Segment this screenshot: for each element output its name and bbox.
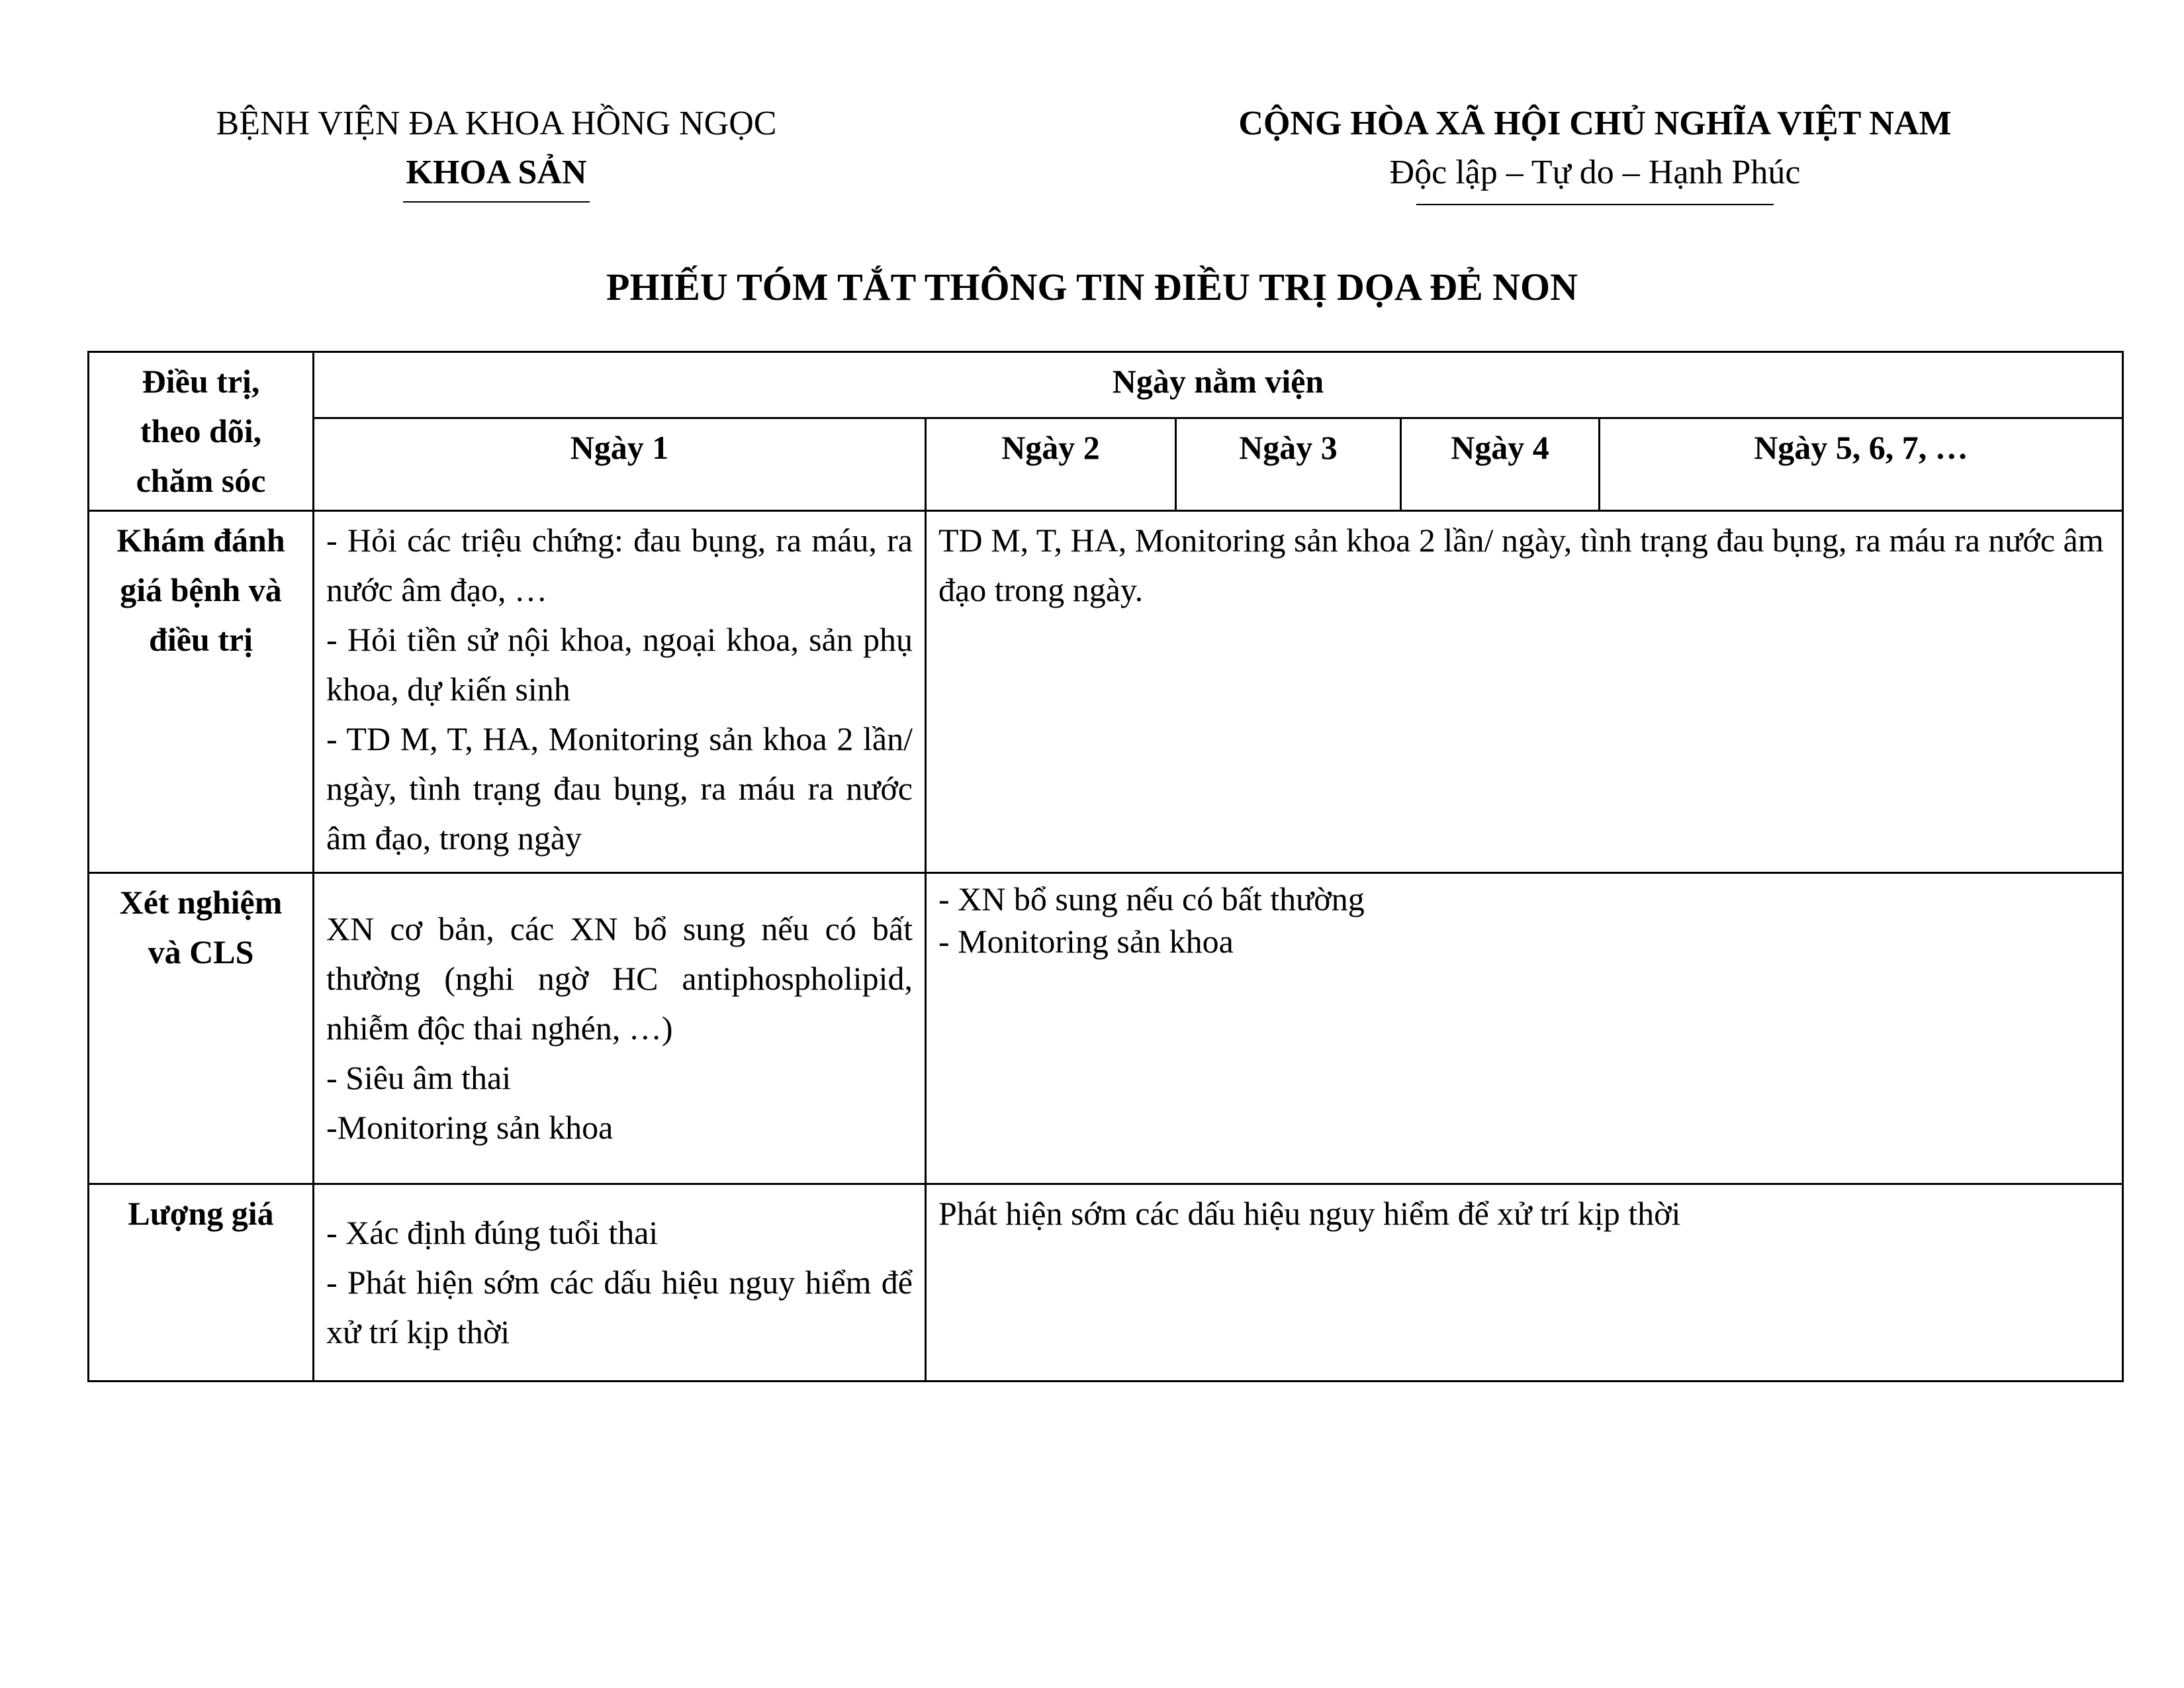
header-left bbox=[132, 99, 860, 203]
day-1-header: Ngày 1 bbox=[314, 418, 926, 511]
national-motto: Độc lập – Tự do – Hạnh Phúc bbox=[1389, 154, 1801, 191]
evaluation-day-1-cell: - Xác định đúng tuổi thai - Phát hiện sớm các dấu hiệu nguy hiểm để xử trí kịp thời bbox=[314, 1184, 926, 1382]
table-row bbox=[89, 873, 2123, 1184]
day-4-header: Ngày 4 bbox=[1401, 418, 1600, 511]
department-name: KHOA SẢN bbox=[403, 148, 589, 203]
day-3-header: Ngày 3 bbox=[1176, 418, 1401, 511]
hospital-name: BỆNH VIỆN ĐA KHOA HỒNG NGỌC bbox=[216, 105, 777, 142]
hospital-days-header: Ngày nằm viện bbox=[314, 352, 2123, 418]
tests-day-1-cell: XN cơ bản, các XN bổ sung nếu có bất thường (nghi ngờ HC antiphospholipid, nhiễm độc thai nghén, …) - Siêu âm thai -Monitoring sản khoa bbox=[314, 873, 926, 1184]
evaluation-later-days-cell: Phát hiện sớm các dấu hiệu nguy hiểm để xử trí kịp thời bbox=[926, 1184, 2123, 1382]
tests-later-days-cell: - XN bổ sung nếu có bất thường - Monitoring sản khoa bbox=[926, 873, 2123, 1184]
exam-day-1-cell: - Hỏi các triệu chứng: đau bụng, ra máu, ra nước âm đạo, … - Hỏi tiền sử nội khoa, ngoại khoa, sản phụ khoa, dự kiến sinh - TD M, T, HA, Monitoring sản khoa 2 lần/ ngày, tình trạng đau bụng, ra máu ra nước âm đạo, trong ngày bbox=[314, 511, 926, 873]
document-title: PHIẾU TÓM TẮT THÔNG TIN ĐIỀU TRỊ DỌA ĐẺ NON bbox=[606, 265, 1578, 308]
exam-later-days-cell: TD M, T, HA, Monitoring sản khoa 2 lần/ ngày, tình trạng đau bụng, ra máu ra nước âm đạo trong ngày. bbox=[926, 511, 2123, 873]
row-label-tests: Xét nghiệm và CLS bbox=[89, 873, 314, 1184]
treatment-summary-table bbox=[87, 351, 2124, 1382]
table-row bbox=[89, 1184, 2123, 1382]
day-5-plus-header: Ngày 5, 6, 7, … bbox=[1600, 418, 2123, 511]
corner-header: Điều trị, theo dõi, chăm sóc bbox=[89, 352, 314, 511]
header-right bbox=[1165, 99, 2025, 205]
row-label-evaluation: Lượng giá bbox=[89, 1184, 314, 1382]
table-row bbox=[89, 511, 2123, 873]
day-2-header: Ngày 2 bbox=[926, 418, 1176, 511]
motto-underline bbox=[1416, 204, 1774, 205]
row-label-exam: Khám đánh giá bệnh và điều trị bbox=[89, 511, 314, 873]
country-name: CỘNG HÒA XÃ HỘI CHỦ NGHĨA VIỆT NAM bbox=[1238, 105, 1952, 142]
